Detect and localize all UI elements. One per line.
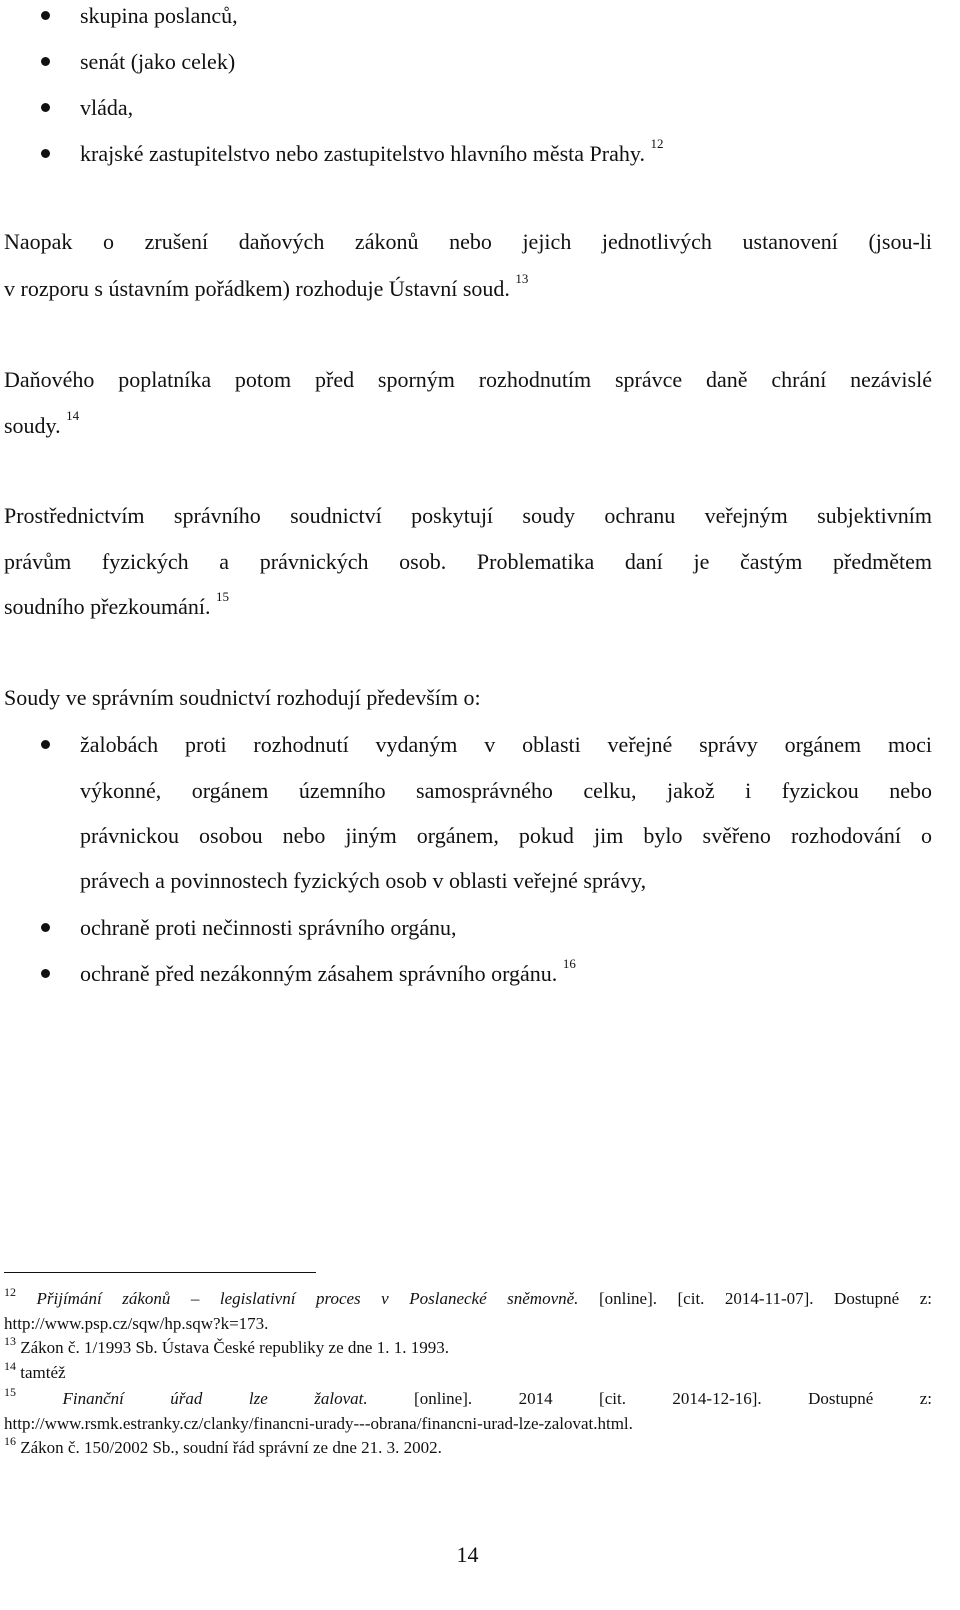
footnote-ref[interactable]: 12 bbox=[650, 136, 664, 151]
list-item: ochraně proti nečinnosti správního orgánu, bbox=[80, 915, 457, 940]
list-item-line: výkonné, orgánem územního samosprávného celku, jakož i fyzickou nebo bbox=[80, 778, 932, 803]
paragraph-line: Daňového poplatníka potom před sporným rozhodnutím správce daně chrání nezávislé bbox=[4, 367, 932, 392]
paragraph-line: v rozporu s ústavním pořádkem) rozhoduje Ústavní soud. $^{13}$ bbox=[4, 271, 529, 301]
list-item: skupina poslanců, bbox=[80, 3, 238, 28]
footnote-ref[interactable]: 13 bbox=[515, 271, 529, 286]
paragraph-line: Naopak o zrušení daňových zákonů nebo jejich jednotlivých ustanovení (jsou-li bbox=[4, 229, 932, 254]
list-item-line: právnickou osobou nebo jiným orgánem, pokud jim bylo svěřeno rozhodování o bbox=[80, 823, 932, 848]
bullet-icon bbox=[41, 11, 50, 20]
bullet-icon bbox=[41, 969, 50, 978]
bullet-icon bbox=[41, 740, 50, 749]
bullet-icon bbox=[41, 923, 50, 932]
list-item: ochraně před nezákonným zásahem správního orgánu. $^{16}$ bbox=[80, 956, 576, 986]
bullet-icon bbox=[41, 57, 50, 66]
paragraph-intro: Soudy ve správním soudnictví rozhodují především o: bbox=[4, 685, 481, 710]
footnote-14: $^{14}$ tamtéž bbox=[4, 1359, 66, 1382]
list-item: vláda, bbox=[80, 95, 134, 120]
footnote-15: $^{15}$ Finanční úřad lze žalovat. [online]. 2014 [cit. 2014-12-16]. Dostupné z: bbox=[4, 1385, 932, 1408]
footnote-13: $^{13}$ Zákon č. 1/1993 Sb. Ústava České republiky ze dne 1. 1. 1993. bbox=[4, 1334, 449, 1357]
footnote-16: $^{16}$ Zákon č. 150/2002 Sb., soudní řád správní ze dne 21. 3. 2002. bbox=[4, 1434, 442, 1457]
paragraph-line: právům fyzických a právnických osob. Problematika daní je častým předmětem bbox=[4, 549, 932, 574]
footnote-link[interactable]: http://www.rsmk.estranky.cz/clanky/financni-urady---obrana/financni-urad-lze-zalovat.html. bbox=[4, 1414, 633, 1433]
footnote-ref[interactable]: 16 bbox=[562, 956, 576, 971]
footnote-12: $^{12}$ Přijímání zákonů – legislativní proces v Poslanecké sněmovně. [online]. [cit. 2014-11-07]. Dostupné z: bbox=[4, 1285, 932, 1308]
footnote-link[interactable]: http://www.psp.cz/sqw/hp.sqw?k=173. bbox=[4, 1314, 269, 1333]
footnote-ref[interactable]: 15 bbox=[216, 589, 230, 604]
bullet-icon bbox=[41, 149, 50, 158]
list-item-line: právech a povinnostech fyzických osob v oblasti veřejné správy, bbox=[80, 868, 647, 893]
paragraph-line: soudního přezkoumání. $^{15}$ bbox=[4, 589, 230, 619]
footnote-ref[interactable]: 14 bbox=[66, 408, 80, 423]
page-number: 14 bbox=[456, 1542, 479, 1567]
list-item: senát (jako celek) bbox=[80, 49, 236, 74]
list-item-line: žalobách proti rozhodnutí vydaným v oblasti veřejné správy orgánem moci bbox=[80, 732, 932, 757]
paragraph-line: Prostřednictvím správního soudnictví poskytují soudy ochranu veřejným subjektivním bbox=[4, 503, 932, 528]
footnote-separator bbox=[4, 1272, 316, 1273]
bullet-icon bbox=[41, 103, 50, 112]
paragraph-line: soudy. $^{14}$ bbox=[4, 408, 80, 438]
list-item: krajské zastupitelstvo nebo zastupitelstvo hlavního města Prahy. $^{12}$ bbox=[80, 136, 664, 166]
